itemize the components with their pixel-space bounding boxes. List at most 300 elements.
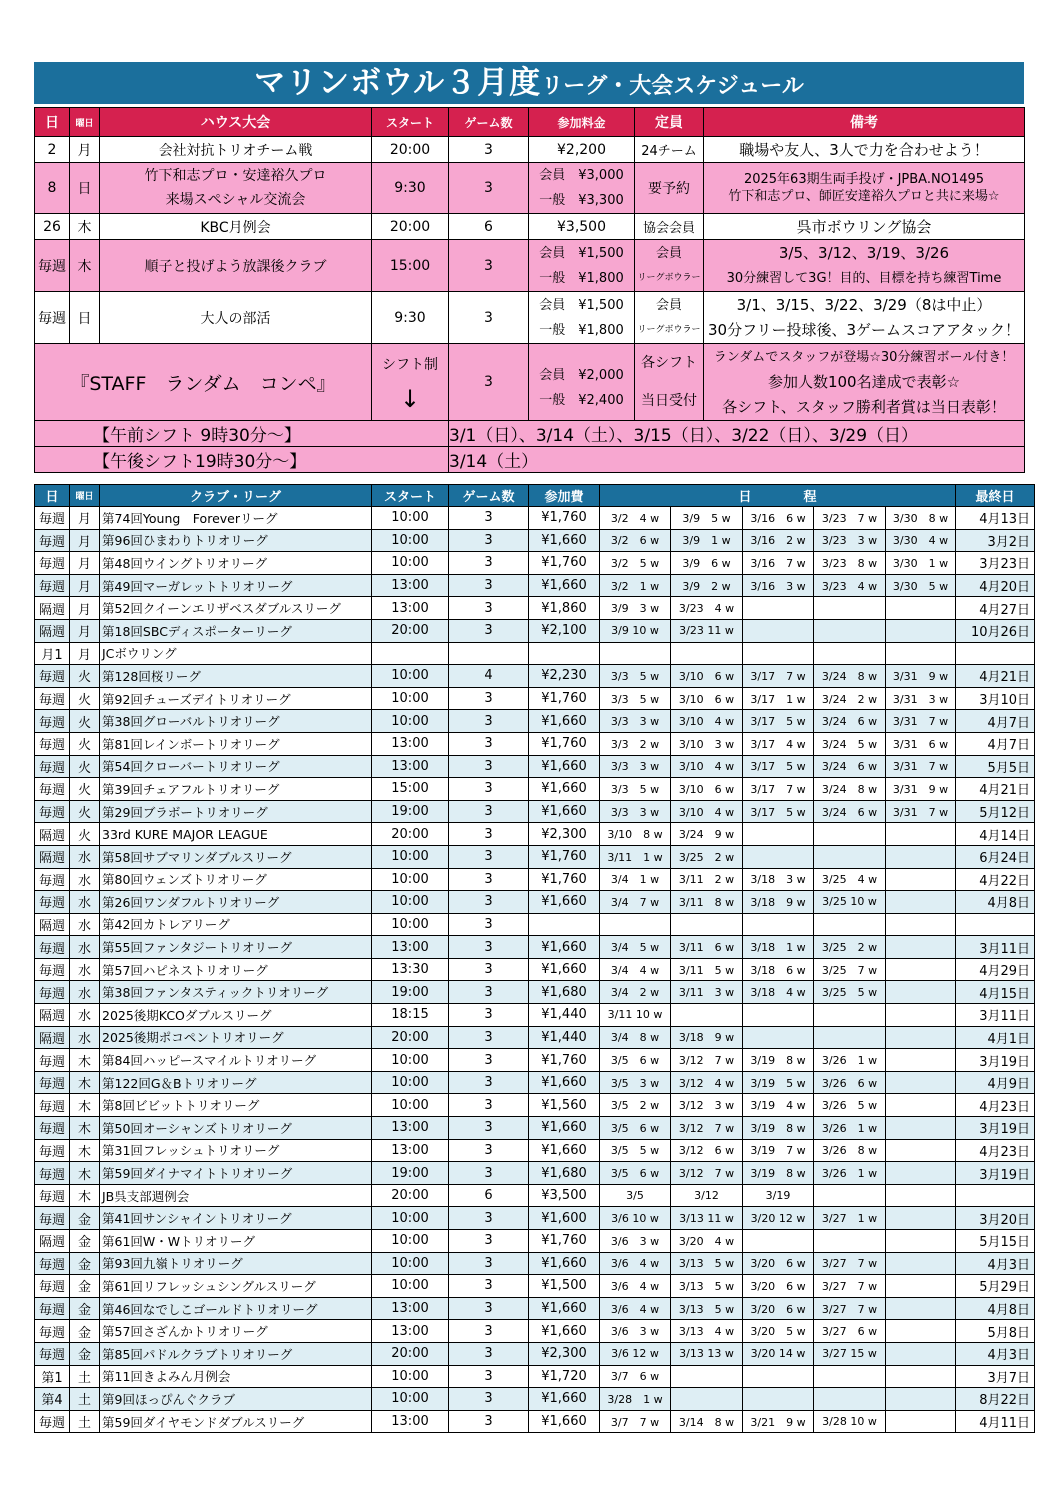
row-weekday: 月 — [70, 137, 100, 163]
row-day: 毎週 — [35, 1410, 70, 1433]
schedule-date — [886, 1049, 956, 1072]
schedule-date — [886, 913, 956, 936]
league-row — [35, 1320, 1035, 1343]
row-day: 隔週 — [35, 845, 70, 868]
event-start: 20:00 — [372, 137, 449, 163]
schedule-date: 3/2 1 w — [600, 574, 671, 597]
league-games: 3 — [449, 529, 529, 552]
league-row — [35, 665, 1035, 688]
schedule-date: 3/30 8 w — [886, 507, 956, 530]
schedule-date: 3/23 11 w — [671, 619, 743, 642]
event-games: 3 — [449, 137, 529, 163]
header-games: ゲーム数 — [449, 108, 529, 137]
league-last-day: 4月23日 — [956, 1139, 1035, 1162]
league-last-day: 10月26日 — [956, 619, 1035, 642]
league-row — [35, 1004, 1035, 1027]
schedule-date: 3/6 12 w — [600, 1342, 671, 1365]
league-last-day: 5月15日 — [956, 1230, 1035, 1253]
league-start: 19:00 — [372, 800, 449, 823]
league-fee: ¥1,660 — [529, 1252, 600, 1275]
schedule-date — [814, 619, 886, 642]
schedule-date: 3/18 4 w — [743, 981, 814, 1004]
league-row — [35, 823, 1035, 846]
header-schedule: 日 程 — [600, 485, 956, 507]
event-capacity: 会員 リーグボウラー — [635, 240, 704, 292]
league-name: 第41回サンシャイントリオリーグ — [100, 1207, 372, 1230]
league-start: 10:00 — [372, 1275, 449, 1298]
schedule-date: 3/13 5 w — [671, 1252, 743, 1275]
schedule-date: 3/5 6 w — [600, 1049, 671, 1072]
club-league-table — [34, 484, 1035, 1433]
league-games: 3 — [449, 1275, 529, 1298]
schedule-date — [886, 823, 956, 846]
schedule-date — [814, 642, 886, 665]
schedule-date — [886, 936, 956, 959]
league-start: 13:00 — [372, 597, 449, 620]
schedule-date: 3/13 5 w — [671, 1297, 743, 1320]
row-weekday: 木 — [70, 1049, 100, 1072]
schedule-date: 3/17 7 w — [743, 665, 814, 688]
schedule-date: 3/12 7 w — [671, 1117, 743, 1140]
schedule-date — [886, 1230, 956, 1253]
schedule-date: 3/25 4 w — [814, 868, 886, 891]
league-games: 3 — [449, 958, 529, 981]
row-day: 毎週 — [35, 240, 70, 292]
schedule-date — [814, 1026, 886, 1049]
schedule-date — [743, 1026, 814, 1049]
row-day: 26 — [35, 214, 70, 240]
league-name: 第61回W・Wトリオリーグ — [100, 1230, 372, 1253]
league-start: 10:00 — [372, 529, 449, 552]
schedule-date — [886, 1004, 956, 1027]
league-fee: ¥1,660 — [529, 891, 600, 914]
event-capacity: 24チーム — [635, 137, 704, 163]
league-games: 3 — [449, 913, 529, 936]
row-day: 毎週 — [35, 1275, 70, 1298]
league-fee: ¥1,600 — [529, 1207, 600, 1230]
schedule-date: 3/14 8 w — [671, 1410, 743, 1433]
row-weekday: 金 — [70, 1230, 100, 1253]
event-name: 竹下和志プロ・安達裕久プロ 来場スペシャル交流会 — [100, 163, 372, 214]
schedule-date — [886, 1207, 956, 1230]
league-last-day: 5月12日 — [956, 800, 1035, 823]
league-row — [35, 778, 1035, 801]
league-start: 10:00 — [372, 1071, 449, 1094]
header-weekday: 曜日 — [70, 108, 100, 137]
schedule-date: 3/19 8 w — [743, 1117, 814, 1140]
league-fee: ¥3,500 — [529, 1184, 600, 1207]
schedule-date: 3/27 7 w — [814, 1252, 886, 1275]
schedule-date: 3/30 5 w — [886, 574, 956, 597]
row-weekday: 金 — [70, 1252, 100, 1275]
house-row — [35, 163, 1025, 214]
schedule-date: 3/5 — [600, 1184, 671, 1207]
schedule-date: 3/11 5 w — [671, 958, 743, 981]
league-start: 13:00 — [372, 1320, 449, 1343]
staff-capacity: 各シフト 当日受付 — [635, 344, 704, 421]
schedule-date: 3/3 3 w — [600, 710, 671, 733]
schedule-date: 3/11 1 w — [600, 845, 671, 868]
league-name: 第42回カトレアリーグ — [100, 913, 372, 936]
schedule-date: 3/24 9 w — [671, 823, 743, 846]
event-fee: ¥2,200 — [529, 137, 635, 163]
shift-label: 【午前シフト 9時30分～】 — [35, 421, 449, 447]
row-weekday: 月 — [70, 529, 100, 552]
league-last-day — [956, 642, 1035, 665]
league-start: 20:00 — [372, 1184, 449, 1207]
league-name: 第58回サブマリンダブルスリーグ — [100, 845, 372, 868]
header-weekday: 曜日 — [70, 485, 100, 507]
schedule-date: 3/24 6 w — [814, 755, 886, 778]
league-last-day: 4月14日 — [956, 823, 1035, 846]
league-fee: ¥1,760 — [529, 868, 600, 891]
league-games: 3 — [449, 868, 529, 891]
schedule-date — [886, 1252, 956, 1275]
schedule-date: 3/2 4 w — [600, 507, 671, 530]
league-fee: ¥2,100 — [529, 619, 600, 642]
league-row — [35, 1388, 1035, 1411]
schedule-date: 3/18 9 w — [671, 1026, 743, 1049]
league-row — [35, 710, 1035, 733]
league-start: 19:00 — [372, 981, 449, 1004]
header-fee: 参加費 — [529, 485, 600, 507]
schedule-date: 3/12 7 w — [671, 1049, 743, 1072]
schedule-date: 3/13 5 w — [671, 1275, 743, 1298]
league-games: 3 — [449, 1139, 529, 1162]
league-fee: ¥1,760 — [529, 507, 600, 530]
league-start: 20:00 — [372, 619, 449, 642]
schedule-date: 3/7 7 w — [600, 1410, 671, 1433]
event-games: 3 — [449, 163, 529, 214]
schedule-date: 3/17 4 w — [743, 732, 814, 755]
schedule-date: 3/20 5 w — [743, 1320, 814, 1343]
schedule-date: 3/17 5 w — [743, 710, 814, 733]
schedule-date — [886, 1365, 956, 1388]
schedule-date — [743, 823, 814, 846]
schedule-date: 3/12 — [671, 1184, 743, 1207]
schedule-date: 3/31 9 w — [886, 665, 956, 688]
row-weekday: 木 — [70, 214, 100, 240]
league-last-day: 4月7日 — [956, 710, 1035, 733]
league-row — [35, 574, 1035, 597]
schedule-date: 3/17 7 w — [743, 778, 814, 801]
league-row — [35, 687, 1035, 710]
row-weekday: 月 — [70, 619, 100, 642]
league-last-day: 3月19日 — [956, 1049, 1035, 1072]
header-day: 日 — [35, 108, 70, 137]
event-note: 3/5、3/12、3/19、3/26 30分練習して3G！目的、目標を持ち練習Time — [704, 240, 1025, 292]
schedule-date: 3/3 3 w — [600, 755, 671, 778]
schedule-date: 3/16 3 w — [743, 574, 814, 597]
schedule-date: 3/24 8 w — [814, 778, 886, 801]
event-games: 3 — [449, 240, 529, 292]
league-fee: ¥1,660 — [529, 1388, 600, 1411]
schedule-date: 3/26 5 w — [814, 1094, 886, 1117]
row-weekday: 火 — [70, 755, 100, 778]
league-last-day: 4月20日 — [956, 574, 1035, 597]
row-weekday: 木 — [70, 1117, 100, 1140]
header-capacity: 定員 — [635, 108, 704, 137]
league-games: 3 — [449, 1365, 529, 1388]
row-day: 隔週 — [35, 1230, 70, 1253]
league-start: 10:00 — [372, 845, 449, 868]
league-games: 3 — [449, 755, 529, 778]
league-name: JB呉支部週例会 — [100, 1184, 372, 1207]
house-row — [35, 137, 1025, 163]
schedule-date: 3/11 8 w — [671, 891, 743, 914]
header-games: ゲーム数 — [449, 485, 529, 507]
league-name: 第122回G＆Bトリオリーグ — [100, 1071, 372, 1094]
schedule-date: 3/25 5 w — [814, 981, 886, 1004]
header-start: スタート — [372, 108, 449, 137]
row-weekday: 木 — [70, 1184, 100, 1207]
league-fee: ¥1,660 — [529, 1320, 600, 1343]
league-start: 20:00 — [372, 1026, 449, 1049]
league-games: 3 — [449, 1297, 529, 1320]
league-name: 第85回パドルクラブトリオリーグ — [100, 1342, 372, 1365]
league-games: 3 — [449, 1117, 529, 1140]
league-row — [35, 619, 1035, 642]
league-fee: ¥1,660 — [529, 1297, 600, 1320]
row-day: 第1 — [35, 1365, 70, 1388]
row-weekday: 金 — [70, 1207, 100, 1230]
league-start: 10:00 — [372, 1230, 449, 1253]
league-games: 3 — [449, 1094, 529, 1117]
page-title-banner — [34, 62, 1024, 104]
shift-dates: 3/1（日）、3/14（土）、3/15（日）、3/22（日）、3/29（日） — [449, 421, 1025, 447]
row-day: 毎週 — [35, 710, 70, 733]
row-day: 毎週 — [35, 292, 70, 344]
schedule-date: 3/10 4 w — [671, 755, 743, 778]
league-start: 10:00 — [372, 710, 449, 733]
shift-row — [35, 447, 1025, 473]
schedule-date: 3/27 1 w — [814, 1207, 886, 1230]
league-fee: ¥1,660 — [529, 800, 600, 823]
league-row — [35, 913, 1035, 936]
league-fee: ¥1,560 — [529, 1094, 600, 1117]
schedule-date: 3/30 1 w — [886, 552, 956, 575]
league-row — [35, 1230, 1035, 1253]
schedule-date: 3/11 2 w — [671, 868, 743, 891]
schedule-date: 3/3 3 w — [600, 800, 671, 823]
league-games: 3 — [449, 1320, 529, 1343]
schedule-date — [886, 1139, 956, 1162]
schedule-date: 3/19 4 w — [743, 1094, 814, 1117]
league-games: 3 — [449, 1252, 529, 1275]
league-name: 第93回九嶺トリオリーグ — [100, 1252, 372, 1275]
league-name: 第31回フレッシュトリオリーグ — [100, 1139, 372, 1162]
event-capacity: 要予約 — [635, 163, 704, 214]
schedule-date: 3/31 7 w — [886, 800, 956, 823]
row-day: 毎週 — [35, 529, 70, 552]
league-start: 10:00 — [372, 1252, 449, 1275]
league-last-day: 4月11日 — [956, 1410, 1035, 1433]
schedule-date: 3/20 6 w — [743, 1275, 814, 1298]
schedule-date — [886, 1388, 956, 1411]
league-last-day: 6月24日 — [956, 845, 1035, 868]
league-start: 10:00 — [372, 687, 449, 710]
schedule-date: 3/11 3 w — [671, 981, 743, 1004]
league-games: 3 — [449, 1071, 529, 1094]
schedule-date — [886, 981, 956, 1004]
row-weekday: 金 — [70, 1297, 100, 1320]
league-last-day: 3月7日 — [956, 1365, 1035, 1388]
schedule-date: 3/7 6 w — [600, 1365, 671, 1388]
league-games: 3 — [449, 710, 529, 733]
league-last-day: 4月23日 — [956, 1094, 1035, 1117]
schedule-date — [743, 845, 814, 868]
league-row — [35, 642, 1035, 665]
league-last-day: 4月29日 — [956, 958, 1035, 981]
league-name: 第54回クローバートリオリーグ — [100, 755, 372, 778]
league-row — [35, 868, 1035, 891]
league-name: JCボウリング — [100, 642, 372, 665]
schedule-date: 3/23 8 w — [814, 552, 886, 575]
schedule-date — [886, 845, 956, 868]
league-fee: ¥2,300 — [529, 1342, 600, 1365]
schedule-date: 3/19 5 w — [743, 1071, 814, 1094]
row-weekday: 木 — [70, 240, 100, 292]
league-fee: ¥1,660 — [529, 1117, 600, 1140]
league-start: 10:00 — [372, 868, 449, 891]
schedule-date: 3/6 3 w — [600, 1320, 671, 1343]
league-fee: ¥1,440 — [529, 1026, 600, 1049]
row-weekday: 水 — [70, 1004, 100, 1027]
league-last-day — [956, 1184, 1035, 1207]
league-fee: ¥1,760 — [529, 687, 600, 710]
schedule-date: 3/20 6 w — [743, 1297, 814, 1320]
schedule-date: 3/27 6 w — [814, 1320, 886, 1343]
league-name: 第128回桜リーグ — [100, 665, 372, 688]
league-last-day: 4月3日 — [956, 1342, 1035, 1365]
league-last-day: 4月7日 — [956, 732, 1035, 755]
schedule-date: 3/25 7 w — [814, 958, 886, 981]
schedule-date: 3/26 1 w — [814, 1049, 886, 1072]
schedule-date — [886, 642, 956, 665]
league-name: 33rd KURE MAJOR LEAGUE — [100, 823, 372, 846]
schedule-date: 3/13 11 w — [671, 1207, 743, 1230]
schedule-date: 3/5 3 w — [600, 1071, 671, 1094]
event-name: KBC月例会 — [100, 214, 372, 240]
row-weekday: 火 — [70, 665, 100, 688]
schedule-date: 3/12 7 w — [671, 1162, 743, 1185]
schedule-date: 3/5 6 w — [600, 1117, 671, 1140]
schedule-date — [814, 845, 886, 868]
row-day: 毎週 — [35, 1320, 70, 1343]
league-row — [35, 1162, 1035, 1185]
league-last-day: 5月8日 — [956, 1320, 1035, 1343]
league-row — [35, 552, 1035, 575]
row-weekday: 月 — [70, 552, 100, 575]
schedule-date — [886, 1297, 956, 1320]
title-sub: リーグ・大会スケジュール — [541, 74, 804, 99]
row-weekday: 月 — [70, 507, 100, 530]
house-row — [35, 240, 1025, 292]
schedule-date: 3/6 3 w — [600, 1230, 671, 1253]
schedule-date: 3/28 10 w — [814, 1410, 886, 1433]
league-games: 3 — [449, 1004, 529, 1027]
league-start: 13:00 — [372, 732, 449, 755]
league-start: 10:00 — [372, 552, 449, 575]
schedule-date: 3/9 10 w — [600, 619, 671, 642]
schedule-date — [743, 1365, 814, 1388]
league-row — [35, 800, 1035, 823]
league-name: 第38回グローバルトリオリーグ — [100, 710, 372, 733]
league-name: 第29回ブラボートリオリーグ — [100, 800, 372, 823]
league-name: 第84回ハッピースマイルトリオリーグ — [100, 1049, 372, 1072]
league-games: 3 — [449, 891, 529, 914]
schedule-date — [886, 868, 956, 891]
league-last-day: 4月8日 — [956, 1297, 1035, 1320]
schedule-date: 3/16 6 w — [743, 507, 814, 530]
league-fee: ¥1,500 — [529, 1275, 600, 1298]
row-day: 2 — [35, 137, 70, 163]
schedule-date: 3/10 6 w — [671, 665, 743, 688]
schedule-date: 3/18 9 w — [743, 891, 814, 914]
schedule-date: 3/28 1 w — [600, 1388, 671, 1411]
league-start: 10:00 — [372, 507, 449, 530]
row-day: 毎週 — [35, 1162, 70, 1185]
row-weekday: 水 — [70, 868, 100, 891]
row-day: 隔週 — [35, 1026, 70, 1049]
schedule-date: 3/25 10 w — [814, 891, 886, 914]
league-last-day — [956, 913, 1035, 936]
league-start: 10:00 — [372, 1094, 449, 1117]
league-name: 第55回ファンタジートリオリーグ — [100, 936, 372, 959]
shift-label: 【午後シフト19時30分～】 — [35, 447, 449, 473]
schedule-date — [671, 1365, 743, 1388]
league-row — [35, 1252, 1035, 1275]
league-name: 第92回チューズデイトリオリーグ — [100, 687, 372, 710]
schedule-date: 3/11 10 w — [600, 1004, 671, 1027]
league-start: 10:00 — [372, 913, 449, 936]
header-event: ハウス大会 — [100, 108, 372, 137]
schedule-date: 3/16 2 w — [743, 529, 814, 552]
schedule-date: 3/23 3 w — [814, 529, 886, 552]
staff-games: 3 — [449, 344, 529, 421]
league-name: 第57回さざんかトリオリーグ — [100, 1320, 372, 1343]
schedule-date: 3/26 1 w — [814, 1117, 886, 1140]
row-weekday: 月 — [70, 574, 100, 597]
league-name: 2025後期ポコペントリオリーグ — [100, 1026, 372, 1049]
schedule-date — [814, 1004, 886, 1027]
row-day: 毎週 — [35, 1139, 70, 1162]
league-start: 10:00 — [372, 665, 449, 688]
schedule-date: 3/27 7 w — [814, 1275, 886, 1298]
row-day: 隔週 — [35, 1004, 70, 1027]
header-fee: 参加料金 — [529, 108, 635, 137]
row-day: 隔週 — [35, 913, 70, 936]
league-fee: ¥1,660 — [529, 710, 600, 733]
row-weekday: 金 — [70, 1275, 100, 1298]
league-last-day: 3月10日 — [956, 687, 1035, 710]
league-name: 第38回ファンタスティックトリオリーグ — [100, 981, 372, 1004]
schedule-date: 3/25 2 w — [814, 936, 886, 959]
league-name: 第96回ひまわりトリオリーグ — [100, 529, 372, 552]
schedule-date: 3/17 1 w — [743, 687, 814, 710]
schedule-date: 3/16 7 w — [743, 552, 814, 575]
league-games: 3 — [449, 800, 529, 823]
row-weekday: 土 — [70, 1388, 100, 1411]
row-weekday: 金 — [70, 1320, 100, 1343]
schedule-date — [886, 619, 956, 642]
league-last-day: 3月20日 — [956, 1207, 1035, 1230]
league-fee: ¥1,760 — [529, 1230, 600, 1253]
row-weekday: 火 — [70, 823, 100, 846]
event-fee: 会員 ¥1,500 一般 ¥1,800 — [529, 292, 635, 344]
row-day: 毎週 — [35, 755, 70, 778]
header-start: スタート — [372, 485, 449, 507]
